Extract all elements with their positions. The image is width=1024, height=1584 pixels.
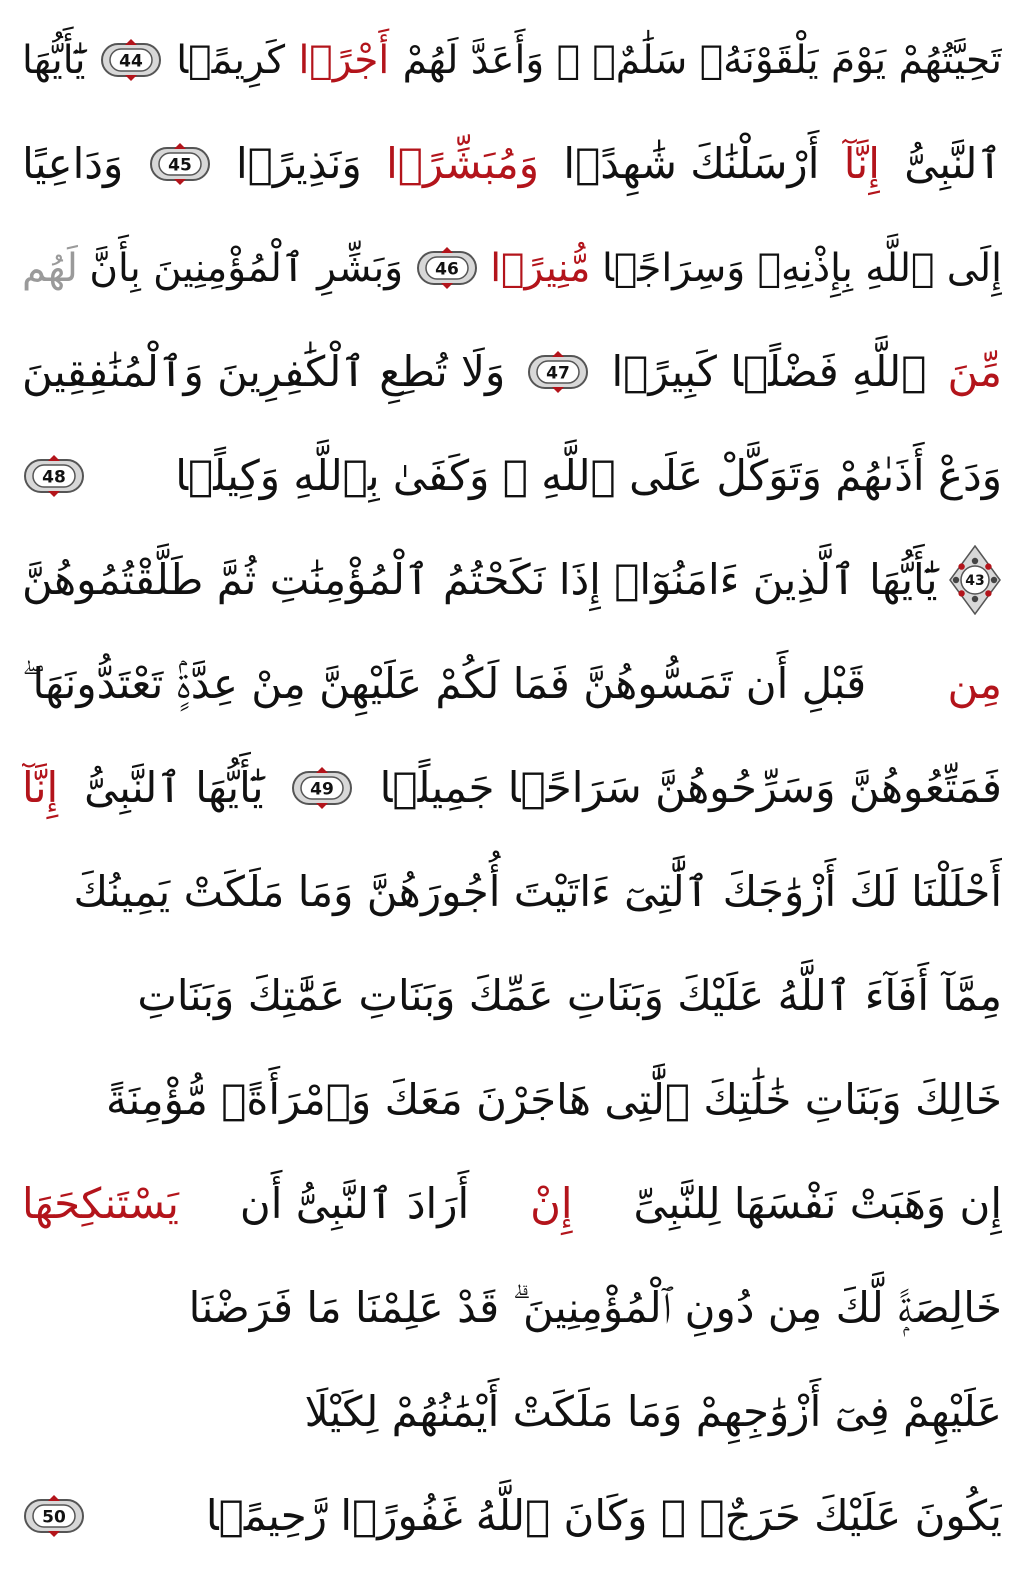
verse-text: أَرْسَلْنَٰكَ شَٰهِدًۭا bbox=[563, 139, 820, 188]
verse-text: وَدَاعِيًا bbox=[22, 139, 124, 188]
tajweed-highlight: مِّنَ bbox=[947, 347, 1002, 396]
verse-text: وَلَا تُطِعِ ٱلْكَٰفِرِينَ وَٱلْمُنَٰفِقِينَ bbox=[22, 347, 506, 396]
ayah-marker-49 bbox=[290, 766, 354, 810]
verse-text: وَدَعْ أَذَىٰهُمْ وَتَوَكَّلْ عَلَى ٱللَّهِ ۚ وَكَفَىٰ بِٱللَّهِ وَكِيلًۭا bbox=[175, 451, 1002, 500]
ayah-marker-48 bbox=[22, 454, 86, 498]
verse-text: وَنَذِيرًۭا bbox=[235, 139, 362, 188]
tajweed-highlight: يَسْتَنكِحَهَا bbox=[22, 1179, 179, 1228]
text-line bbox=[22, 840, 1002, 944]
hizb-number: 43 bbox=[965, 573, 985, 589]
ayah-number-rosette-icon bbox=[526, 350, 590, 394]
ayah-number: 50 bbox=[42, 1507, 66, 1528]
ayah-number-rosette-icon bbox=[99, 38, 163, 82]
tajweed-highlight: وَمُبَشِّرًۭا bbox=[386, 139, 540, 188]
ayah-marker-45 bbox=[148, 142, 212, 186]
text-line bbox=[22, 1048, 1002, 1152]
text-line bbox=[22, 320, 1002, 424]
verse-text: يَٰٓأَيُّهَا bbox=[22, 37, 86, 83]
ayah-number-rosette-icon bbox=[415, 246, 479, 290]
tajweed-highlight: إِنَّآ bbox=[22, 763, 59, 812]
text-line bbox=[22, 1464, 1002, 1568]
text-line bbox=[22, 528, 1002, 632]
verse-text: يَكُونَ عَلَيْكَ حَرَجٌۭ ۗ وَكَانَ ٱللَّهُ غَفُورًۭا رَّحِيمًۭا bbox=[205, 1491, 1002, 1540]
verse-text: ٱلنَّبِىُّ bbox=[904, 139, 1002, 188]
verse-text: فَمَتِّعُوهُنَّ وَسَرِّحُوهُنَّ سَرَاحًۭا جَمِيلًۭا bbox=[379, 763, 1002, 812]
ayah-number: 47 bbox=[546, 363, 571, 384]
tajweed-highlight: مُّنِيرًۭا bbox=[490, 245, 591, 291]
text-line bbox=[22, 632, 1002, 736]
ayah-number: 49 bbox=[309, 779, 334, 800]
ayah-marker-47 bbox=[526, 350, 590, 394]
verse-text: أَرَادَ ٱلنَّبِىُّ أَن bbox=[239, 1179, 470, 1228]
text-line bbox=[22, 944, 1002, 1048]
verse-text: تَحِيَّتُهُمْ يَوْمَ يَلْقَوْنَهُۥ سَلَٰمٌۭ ۚ وَأَعَدَّ لَهُمْ bbox=[402, 37, 1002, 83]
text-line bbox=[22, 1152, 1002, 1256]
ayah-number: 46 bbox=[434, 259, 459, 280]
ayah-number-rosette-icon bbox=[148, 142, 212, 186]
tajweed-highlight: إِنَّآ bbox=[843, 139, 880, 188]
verse-text: إِلَى ٱللَّهِ بِإِذْنِهِۦ وَسِرَاجًۭا bbox=[601, 245, 1002, 291]
ayah-marker-46 bbox=[415, 246, 479, 290]
text-line bbox=[22, 1256, 1002, 1360]
verse-text: وَبَشِّرِ ٱلْمُؤْمِنِينَ بِأَنَّ bbox=[89, 245, 404, 291]
ayah-number: 44 bbox=[119, 51, 143, 72]
text-line bbox=[22, 1360, 1002, 1464]
verse-text: خَالِصَةًۭ لَّكَ مِن دُونِ ٱلْمُؤْمِنِينَ ۗ قَدْ عَلِمْنَا مَا فَرَضْنَا bbox=[188, 1283, 1002, 1332]
ayah-number-rosette-icon bbox=[22, 454, 86, 498]
text-line bbox=[22, 736, 1002, 840]
hizb-marker-43 bbox=[948, 545, 1002, 615]
verse-text: عَلَيْهِمْ فِىٓ أَزْوَٰجِهِمْ وَمَا مَلَكَتْ أَيْمَٰنُهُمْ لِكَيْلَا bbox=[304, 1387, 1002, 1436]
verse-text: خَالِكَ وَبَنَاتِ خَٰلَٰتِكَ ٱلَّٰتِى هَاجَرْنَ مَعَكَ وَٱمْرَأَةًۭ مُّؤْمِنَةً bbox=[105, 1075, 1002, 1124]
ayah-number: 45 bbox=[167, 155, 192, 176]
verse-text: يَٰٓأَيُّهَا ٱلَّذِينَ ءَامَنُوٓا۟ إِذَا نَكَحْتُمُ ٱلْمُؤْمِنَٰتِ ثُمَّ طَلَّقْتُمُوهُنَّ bbox=[22, 555, 938, 604]
verse-text: قَبْلِ أَن تَمَسُّوهُنَّ فَمَا لَكُمْ عَلَيْهِنَّ مِنْ عِدَّةٍۢ تَعْتَدُّونَهَا ۖ bbox=[22, 659, 867, 708]
verse-text: ٱللَّهِ فَضْلًۭا كَبِيرًۭا bbox=[611, 347, 927, 396]
ayah-number-rosette-icon bbox=[22, 1494, 86, 1538]
text-line bbox=[22, 424, 1002, 528]
text-line bbox=[22, 216, 1002, 320]
tajweed-highlight: أَجْرًۭا bbox=[298, 37, 390, 83]
ayah-number: 48 bbox=[42, 467, 66, 488]
ayah-marker-50 bbox=[22, 1494, 86, 1538]
verse-text: كَرِيمًۭا bbox=[176, 37, 286, 83]
hizb-rosette-icon bbox=[948, 545, 1002, 615]
text-line bbox=[22, 112, 1002, 216]
verse-text: أَحْلَلْنَا لَكَ أَزْوَٰجَكَ ٱلَّٰتِىٓ ءَاتَيْتَ أُجُورَهُنَّ وَمَا مَلَكَتْ يَمِينُكَ bbox=[73, 867, 1002, 916]
verse-text: مِمَّآ أَفَآءَ ٱللَّهُ عَلَيْكَ وَبَنَاتِ عَمِّكَ وَبَنَاتِ عَمَّٰتِكَ وَبَنَاتِ bbox=[137, 971, 1002, 1020]
ayah-marker-44 bbox=[99, 38, 163, 82]
tajweed-highlight: إِنْ bbox=[530, 1179, 573, 1228]
tajweed-silent: لَهُم bbox=[22, 245, 78, 291]
verse-text: إِن وَهَبَتْ نَفْسَهَا لِلنَّبِىِّ bbox=[633, 1179, 1002, 1228]
text-line bbox=[22, 8, 1002, 112]
verse-text: يَٰٓأَيُّهَا ٱلنَّبِىُّ bbox=[84, 763, 264, 812]
ayah-number-rosette-icon bbox=[290, 766, 354, 810]
tajweed-highlight: مِن bbox=[947, 659, 1002, 708]
